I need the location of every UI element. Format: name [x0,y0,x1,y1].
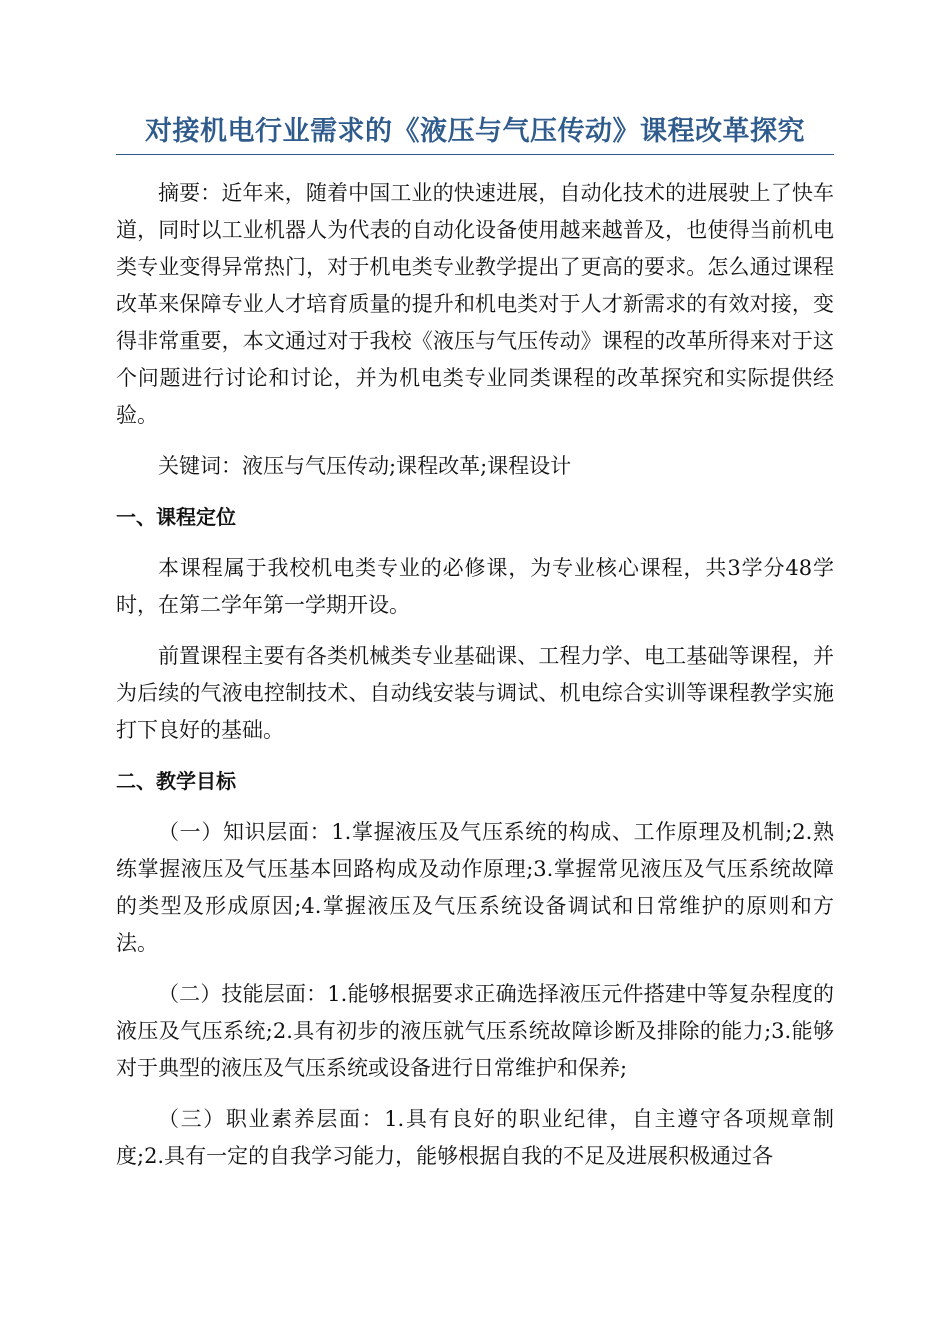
keywords-paragraph: 关键词：液压与气压传动;课程改革;课程设计 [158,454,572,478]
document-title: 对接机电行业需求的《液压与气压传动》课程改革探究 [116,112,834,155]
teaching-goals-knowledge-paragraph: （一）知识层面：1.掌握液压及气压系统的构成、工作原理及机制;2.熟练掌握液压及气压基本回路构成及动作原理;3.掌握常见液压及气压系统故障的类型及形成原因;4.掌握液压及气压系统设备调试和日常维护的原则和方法。 [116,820,834,955]
abstract-paragraph: 摘要：近年来，随着中国工业的快速进展，自动化技术的进展驶上了快车道，同时以工业机器人为代表的自动化设备使用越来越普及，也使得当前机电类专业变得异常热门，对于机电类专业教学提出了更高的要求。怎么通过课程改革来保障专业人才培育质量的提升和机电类对于人才新需求的有效对接，变得非常重要，本文通过对于我校《液压与气压传动》课程的改革所得来对于这个问题进行讨论和讨论，并为机电类专业同类课程的改革探究和实际提供经验。 [116,181,834,427]
section-heading-course-positioning: 一、课程定位 [116,505,236,529]
document-page [116,112,834,1189]
teaching-goals-professional-paragraph: （三）职业素养层面：1.具有良好的职业纪律，自主遵守各项规章制度;2.具有一定的自我学习能力，能够根据自我的不足及进展积极通过各 [116,1107,834,1168]
teaching-goals-skills-paragraph: （二）技能层面：1.能够根据要求正确选择液压元件搭建中等复杂程度的液压及气压系统;2.具有初步的液压就气压系统故障诊断及排除的能力;3.能够对于典型的液压及气压系统或设备进行日常维护和保养; [116,982,834,1080]
course-positioning-paragraph-1: 本课程属于我校机电类专业的必修课，为专业核心课程，共3学分48学时，在第二学年第一学期开设。 [116,556,834,617]
section-heading-teaching-goals: 二、教学目标 [116,769,236,793]
course-positioning-paragraph-2: 前置课程主要有各类机械类专业基础课、工程力学、电工基础等课程，并为后续的气液电控制技术、自动线安装与调试、机电综合实训等课程教学实施打下良好的基础。 [116,644,834,742]
